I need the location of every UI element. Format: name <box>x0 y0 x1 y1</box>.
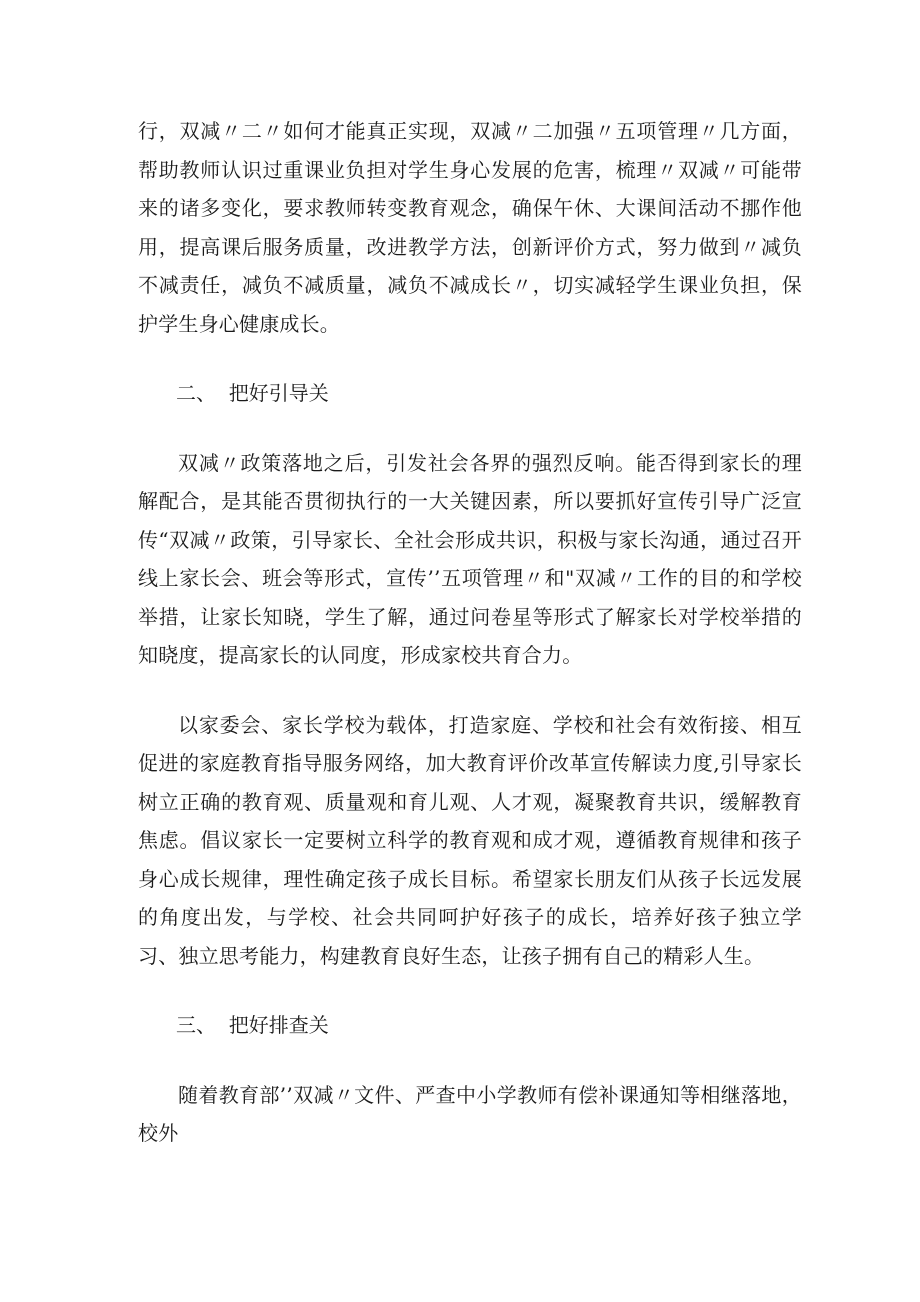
section-heading-inspection: 三、 把好排查关 <box>176 1013 329 1037</box>
paragraph-gap <box>138 343 802 374</box>
paragraph-continuation: 行，双减〃二〃如何才能真正实现，双减〃二加强〃五项管理〃几方面，帮助教师认识过重课业负担对学生身心发展的危害，梳理〃双减〃可能带来的诸多变化，要求教师转变教育观念，确保午休、大课间活动不挪作他用，提高课后服务质量，改进教学方法，创新评价方式，努力做到〃减负不减责任，减负不减质量，减负不减成长〃，切实减轻学生课业负担，保护学生身心健康成长。 <box>138 119 802 336</box>
paragraph-ministry-documents: 随着教育部’’双减〃文件、严查中小学教师有偿补课通知等相继落地，校外 <box>138 1082 802 1145</box>
paragraph-gap <box>138 675 802 706</box>
paragraph-gap <box>138 1045 802 1076</box>
paragraph-gap <box>138 975 802 1006</box>
paragraph-gap <box>138 413 802 444</box>
section-heading-guidance: 二、 把好引导关 <box>176 381 329 405</box>
paragraph-policy-response: 双减〃政策落地之后，引发社会各界的强烈反响。能否得到家长的理解配合，是其能否贯彻执行的一大关键因素，所以要抓好宣传引导广泛宣传“双减〃政策，引导家长、全社会形成共识，积极与家长沟通，通过召开线上家长会、班会等形式，宣传’’五项管理〃和"双减〃工作的目的和学校举措，让家长知晓，学生了解，通过问卷星等形式了解家长对学校举措的知晓度，提高家长的认同度，形成家校共育合力。 <box>138 450 802 667</box>
paragraph-family-education: 以家委会、家长学校为载体，打造家庭、学校和社会有效衔接、相互促进的家庭教育指导服务网络，加大教育评价改革宣传解读力度,引导家长树立正确的教育观、质量观和育儿观、人才观，凝聚教育共识，缓解教育焦虑。倡议家长一定要树立科学的教育观和成才观，遵循教育规律和孩子身心成长规律，理性确定孩子成长目标。希望家长朋友们从孩子长远发展的角度出发，与学校、社会共同呵护好孩子的成长，培养好孩子独立学习、独立思考能力，构建教育良好生态，让孩子拥有自己的精彩人生。 <box>138 712 802 968</box>
document-page <box>138 112 802 1153</box>
